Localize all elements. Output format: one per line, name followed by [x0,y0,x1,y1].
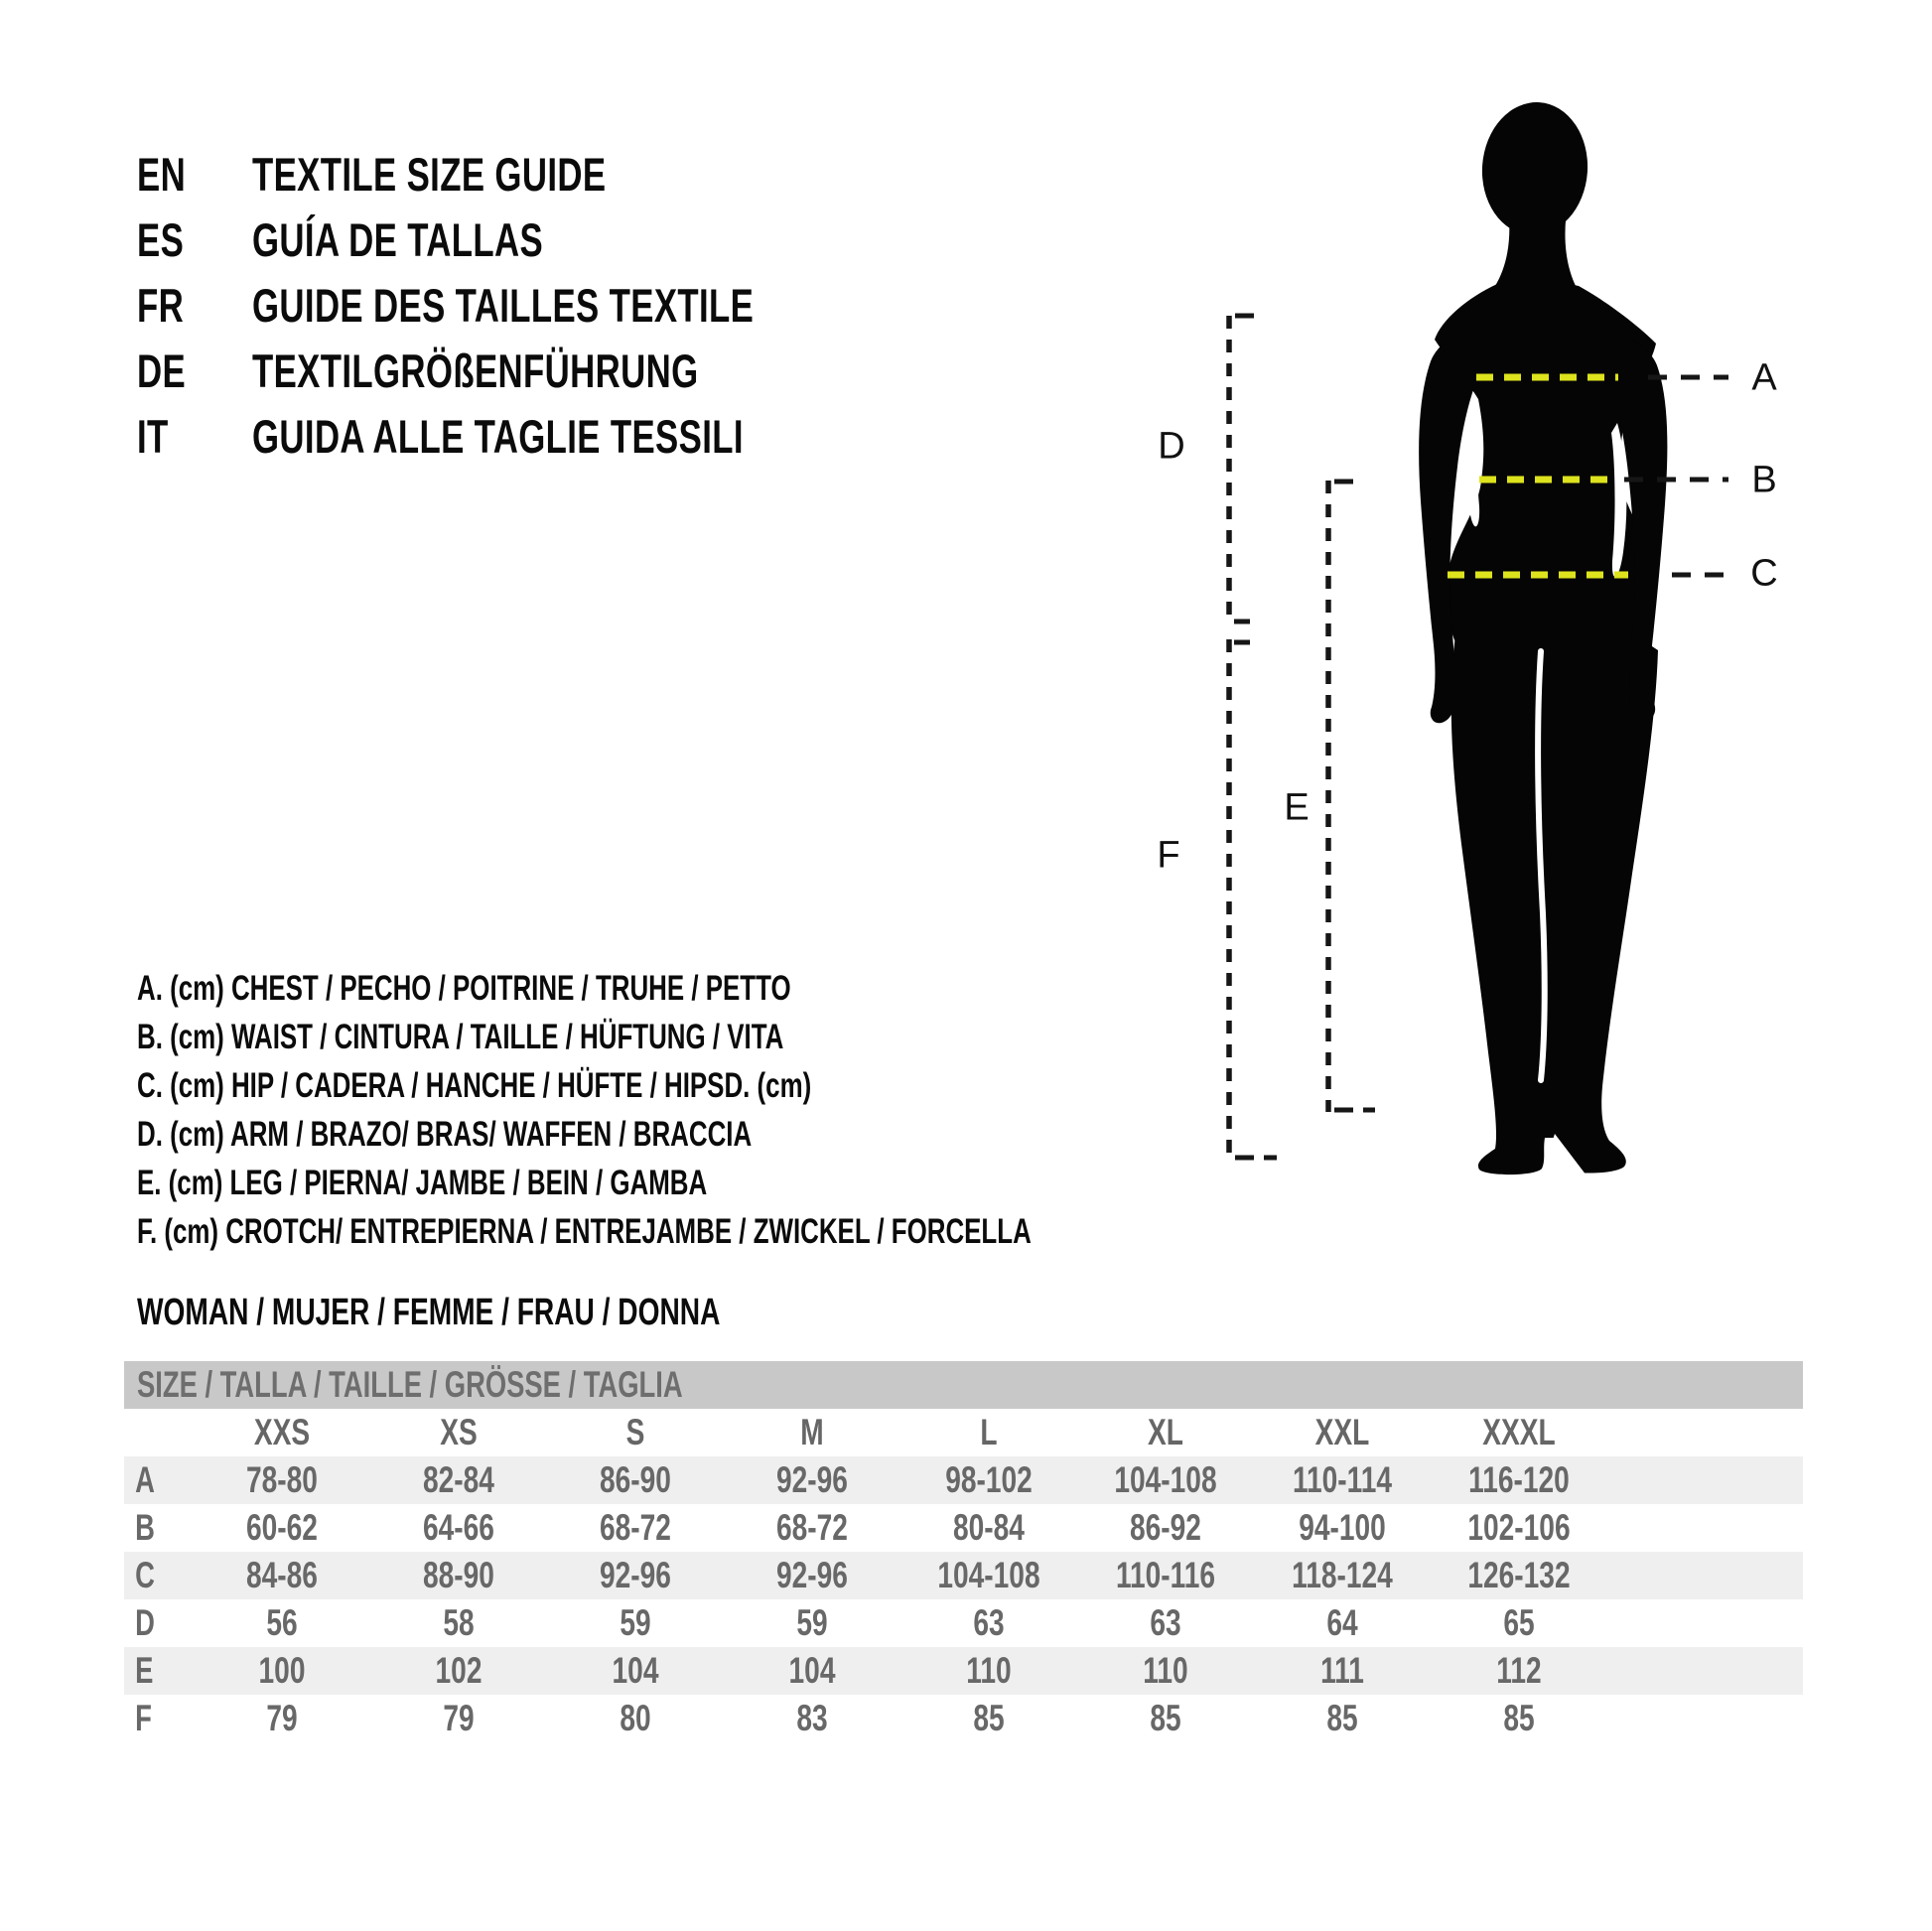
table-cell: 65 [1503,1602,1535,1643]
table-cell: 84-86 [246,1555,318,1595]
chest-marker-label: A [1751,356,1777,399]
size-table [124,1361,1803,1742]
table-cell: 104 [788,1650,836,1691]
leg-marker-label: E [1284,786,1310,829]
legend-line-text: F. (cm) CROTCH/ ENTREPIERNA / ENTREJAMBE / ZWICKEL / FORCELLA [137,1212,1032,1251]
table-cell: 82-84 [423,1459,494,1500]
language-title-block [137,142,1031,470]
table-cell: 104-108 [1114,1459,1217,1500]
table-cell: 59 [620,1602,651,1643]
table-cell: 116-120 [1468,1459,1570,1500]
language-title: GUÍA DE TALLAS [252,213,544,266]
legend-line-text: B. (cm) WAIST / CINTURA / TAILLE / HÜFTUNG / VITA [137,1018,784,1056]
table-cell: 92-96 [776,1459,848,1500]
language-row [137,273,1031,339]
table-cell: 85 [973,1698,1005,1738]
table-cell: 98-102 [945,1459,1033,1500]
table-cell: 63 [1150,1602,1181,1643]
table-row [124,1504,1803,1552]
table-cell: 68-72 [776,1507,848,1548]
table-cell: 78-80 [246,1459,318,1500]
measurement-legend [137,964,1345,1256]
language-title: GUIDA ALLE TAGLIE TESSILI [252,410,744,463]
table-cell: 80-84 [953,1507,1025,1548]
table-cell: 111 [1320,1650,1364,1691]
table-cell: 100 [258,1650,306,1691]
language-title: TEXTILE SIZE GUIDE [252,148,607,201]
legend-line-text: A. (cm) CHEST / PECHO / POITRINE / TRUHE / PETTO [137,969,791,1008]
table-cell: 118-124 [1292,1555,1393,1595]
size-column-label: XXXL [1482,1412,1556,1452]
table-row [124,1599,1803,1647]
table-cell: 102 [435,1650,483,1691]
table-row [124,1552,1803,1599]
language-code: ES [137,213,185,266]
table-cell: 104 [612,1650,659,1691]
table-cell: 85 [1326,1698,1358,1738]
legend-line-text: E. (cm) LEG / PIERNA/ JAMBE / BEIN / GAMBA [137,1164,708,1202]
table-cell: 85 [1150,1698,1181,1738]
language-row [137,404,1031,470]
table-cell: 110 [966,1650,1012,1691]
legend-line [137,1061,1345,1110]
size-table-header [124,1361,1803,1409]
waist-marker-label: B [1751,459,1777,501]
table-cell: 83 [796,1698,828,1738]
language-code: EN [137,148,187,201]
table-cell: 94-100 [1299,1507,1386,1548]
table-cell: 79 [266,1698,298,1738]
table-cell: 68-72 [600,1507,671,1548]
language-code: DE [137,345,187,397]
table-cell: 92-96 [600,1555,671,1595]
table-cell: 88-90 [423,1555,494,1595]
table-cell: 92-96 [776,1555,848,1595]
gender-heading [137,1292,925,1333]
table-cell: 86-92 [1130,1507,1201,1548]
crotch-marker-label: F [1157,834,1180,877]
table-cell: 86-90 [600,1459,671,1500]
table-row [124,1456,1803,1504]
size-column-label: S [625,1412,645,1452]
table-cell: 110-116 [1115,1555,1216,1595]
legend-line [137,1159,1345,1207]
size-column-label: M [800,1412,824,1452]
language-title: TEXTILGRÖßENFÜHRUNG [252,345,699,397]
table-row-label: B [135,1507,155,1548]
size-column-label: XXS [253,1412,311,1452]
table-cell: 64-66 [423,1507,494,1548]
language-code: IT [137,410,169,463]
size-table-body [124,1456,1803,1742]
language-row [137,339,1031,404]
size-column-label: XXL [1314,1412,1370,1452]
legend-line-text: D. (cm) ARM / BRAZO/ BRAS/ WAFFEN / BRACCIA [137,1115,753,1154]
table-cell: 112 [1496,1650,1542,1691]
table-row-label: A [135,1459,155,1500]
table-row [124,1647,1803,1695]
size-columns-row [124,1409,1803,1456]
table-cell: 110 [1143,1650,1188,1691]
size-column-label: L [980,1412,998,1452]
table-cell: 60-62 [246,1507,318,1548]
language-row [137,207,1031,273]
gender-heading-text: WOMAN / MUJER / FEMME / FRAU / DONNA [137,1292,721,1333]
table-cell: 102-106 [1467,1507,1571,1548]
table-cell: 79 [443,1698,475,1738]
legend-line [137,1110,1345,1159]
table-cell: 104-108 [937,1555,1040,1595]
table-cell: 110-114 [1292,1459,1393,1500]
legend-line [137,964,1345,1013]
size-column-label: XL [1148,1412,1183,1452]
language-code: FR [137,279,185,332]
size-column-label: XS [440,1412,478,1452]
table-cell: 63 [973,1602,1005,1643]
table-cell: 80 [620,1698,651,1738]
table-cell: 59 [796,1602,828,1643]
table-cell: 58 [443,1602,475,1643]
arm-marker-label: D [1158,425,1185,468]
legend-line [137,1013,1345,1061]
language-title: GUIDE DES TAILLES TEXTILE [252,279,755,332]
table-row-label: F [135,1698,152,1738]
legend-line-text: C. (cm) HIP / CADERA / HANCHE / HÜFTE / HIPSD. (cm) [137,1066,812,1105]
legend-line [137,1207,1345,1256]
table-row [124,1695,1803,1742]
table-row-label: E [135,1650,154,1691]
table-cell: 56 [266,1602,298,1643]
table-row-label: D [135,1602,155,1643]
table-cell: 64 [1326,1602,1358,1643]
language-row [137,142,1031,207]
table-cell: 85 [1503,1698,1535,1738]
table-cell: 126-132 [1467,1555,1571,1595]
table-row-label: C [135,1555,155,1595]
hip-marker-label: C [1750,552,1778,595]
size-table-header-text: SIZE / TALLA / TAILLE / GRÖSSE / TAGLIA [137,1364,683,1405]
